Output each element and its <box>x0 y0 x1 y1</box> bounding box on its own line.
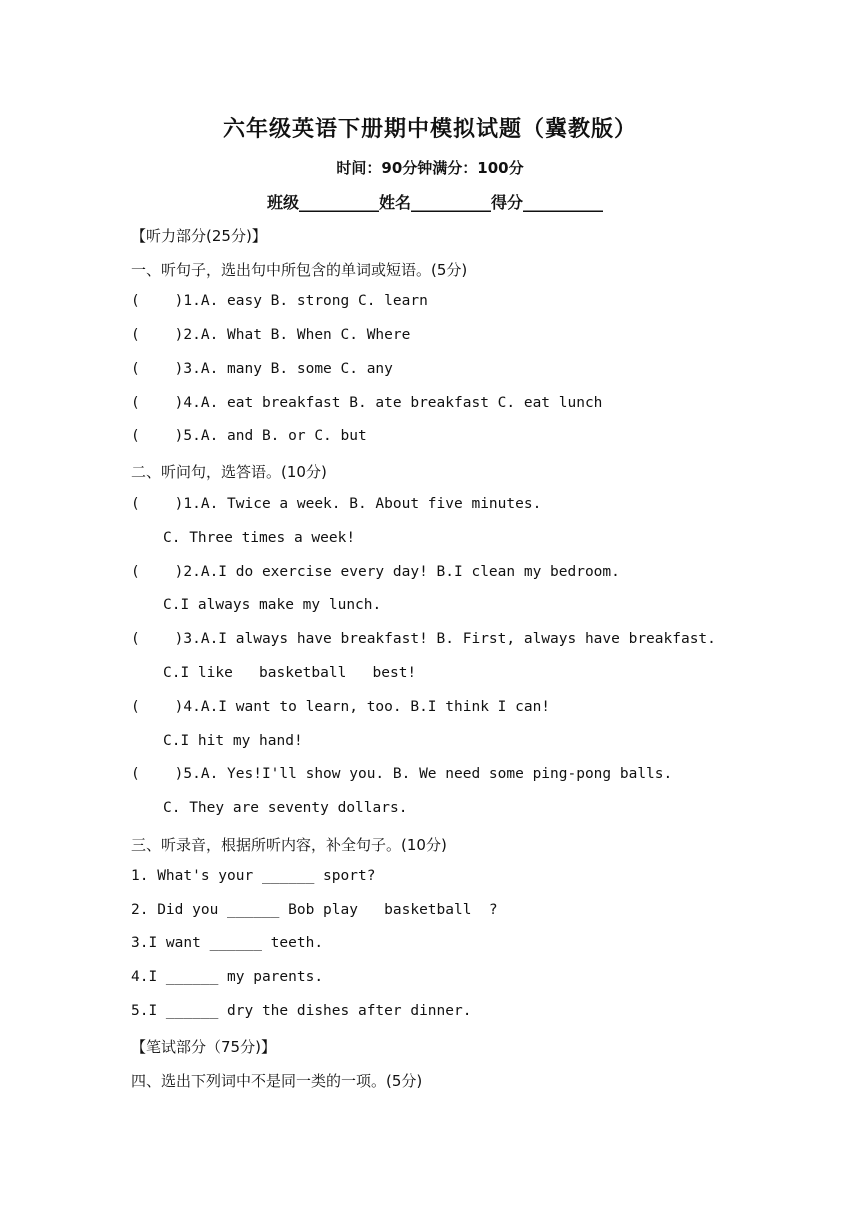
question-item: ( )4.A.I want to learn, too. B.I think I can! <box>131 699 551 715</box>
fill-blank-item: 3.I want ______ teeth. <box>131 935 324 951</box>
question-item: ( )2.A.I do exercise every day! B.I clean my bedroom. <box>131 564 620 580</box>
question-heading-3: 三、听录音，根据所听内容，补全句子。(10分) <box>131 836 447 854</box>
page-title: 六年级英语下册期中模拟试题（冀教版） <box>222 116 637 142</box>
question-option-line: C.I like basketball best! <box>163 665 417 681</box>
question-item: ( )5.A. Yes!I'll show you. B. We need some ping-pong balls. <box>131 766 673 782</box>
question-item: ( )3.A. many B. some C. any <box>131 361 393 377</box>
question-item: ( )4.A. eat breakfast B. ate breakfast C. eat lunch <box>131 395 603 411</box>
question-item: ( )2.A. What B. When C. Where <box>131 327 411 343</box>
fill-blank-item: 4.I ______ my parents. <box>131 969 324 985</box>
fill-blank-item: 1. What's your ______ sport? <box>131 868 376 884</box>
question-item: ( )3.A.I always have breakfast! B. First, always have breakfast. <box>131 631 716 647</box>
section-heading-listening: 【听力部分(25分)】 <box>131 227 267 245</box>
question-heading-1: 一、听句子，选出句中所包含的单词或短语。(5分) <box>131 261 468 279</box>
question-heading-2: 二、听问句，选答语。(10分) <box>131 463 327 481</box>
fill-blank-item: 2. Did you ______ Bob play basketball ? <box>131 902 498 918</box>
question-item: ( )1.A. easy B. strong C. learn <box>131 293 428 309</box>
question-option-line: C.I always make my lunch. <box>163 597 382 613</box>
exam-time-score: 时间：90分钟满分：100分 <box>336 159 524 177</box>
question-item: ( )5.A. and B. or C. but <box>131 428 367 444</box>
question-item: ( )1.A. Twice a week. B. About five minutes. <box>131 496 542 512</box>
question-option-line: C. Three times a week! <box>163 530 356 546</box>
question-heading-4: 四、选出下列词中不是同一类的一项。(5分) <box>131 1072 423 1090</box>
student-info-line: 班级__________姓名__________得分__________ <box>266 193 603 212</box>
section-heading-written: 【笔试部分（75分)】 <box>131 1038 276 1056</box>
question-option-line: C.I hit my hand! <box>163 733 303 749</box>
fill-blank-item: 5.I ______ dry the dishes after dinner. <box>131 1003 472 1019</box>
question-option-line: C. They are seventy dollars. <box>163 800 408 816</box>
